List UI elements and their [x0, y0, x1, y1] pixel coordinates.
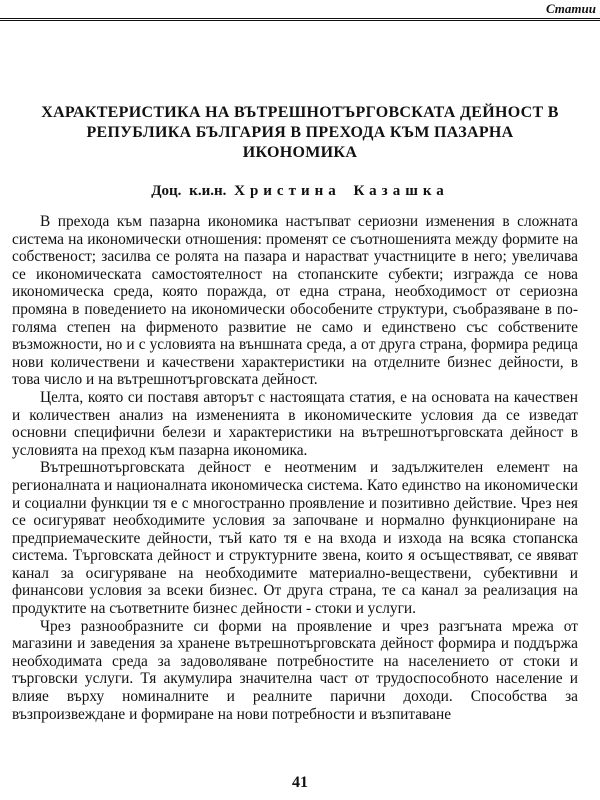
author-line — [0, 183, 600, 200]
page-number: 41 — [292, 774, 308, 791]
section-label: Статии — [545, 1, 596, 16]
running-header — [0, 0, 600, 18]
article-title: ХАРАКТЕРИСТИКА НА ВЪТРЕШНОТЪРГОВСКАТА ДЕЙНОСТ В РЕПУБЛИКА БЪЛГАРИЯ В ПРЕХОДА КЪМ ПАЗАРНА ИКОНОМИКА — [41, 104, 559, 161]
author-degree: Доц. к.и.н. — [151, 183, 227, 199]
paragraph: Вътрешнотърговската дейност е неотменим и задължителен елемент на регионалната и националната икономическа система. Като единство на икономически и социални функции тя е с многостранно проявление и позитивно действие. Чрез нея се осигуряват необходимите условия за започване и нормално функциониране на предприемаческите дейности, тъй като тя е на входа и изхода на всяка стопанска система. Търговската дейност и структурните звена, които я осъществяват, се явяват канал за осигуряване на необходимите материално-веществени, субективни и финансови условия за всеки бизнес. От друга страна, те са канал за реализация на продуктите на съответните бизнес дейности - стоки и услуги. — [12, 459, 578, 618]
article-body — [12, 213, 578, 723]
paragraph: В прехода към пазарна икономика настъпват сериозни изменения в сложната система на икономически отношения: променят се съотношенията между формите на собственост; засилва се ролята на пазара и нарастват участниците в него; увеличава се икономическата самостоятелност на стопанските субекти; изгражда се нова икономическа среда, която поражда, от една страна, необходимост от сериозна промяна в поведението на икономически обособените структури, съобразяване в по-голяма степен на фирменото развитие не само и единствено със собствените възможности, но и с условията на външната среда, а от друга страна, формира редица нови количествени и качествени характеристики на отделните бизнес дейности, в това число и на вътрешнотърговската дейност. — [12, 213, 578, 389]
paragraph: Целта, която си поставя авторът с настоящата статия, е на основата на качествен и количествен анализ на измененията в икономическите условия да се изведат основни специфични белези и характеристики на вътрешнотърговската дейност в условията на преход към пазарна икономика. — [12, 388, 578, 459]
header-rule — [0, 18, 600, 21]
author-name: Христина Казашка — [234, 183, 449, 199]
paragraph: Чрез разнообразните си форми на проявление и чрез разгъната мрежа от магазини и заведения за хранене вътрешнотърговската дейност формира и поддържа необходимата среда за задоволяване потребностите на населението от стоки и търговски услуги. Тя акумулира значителна част от трудоспособното население и влияе върху номиналните и реалните парични доходи. Способства за възпроизвеждане и формиране на нови потребности и възпитаване — [12, 617, 578, 723]
